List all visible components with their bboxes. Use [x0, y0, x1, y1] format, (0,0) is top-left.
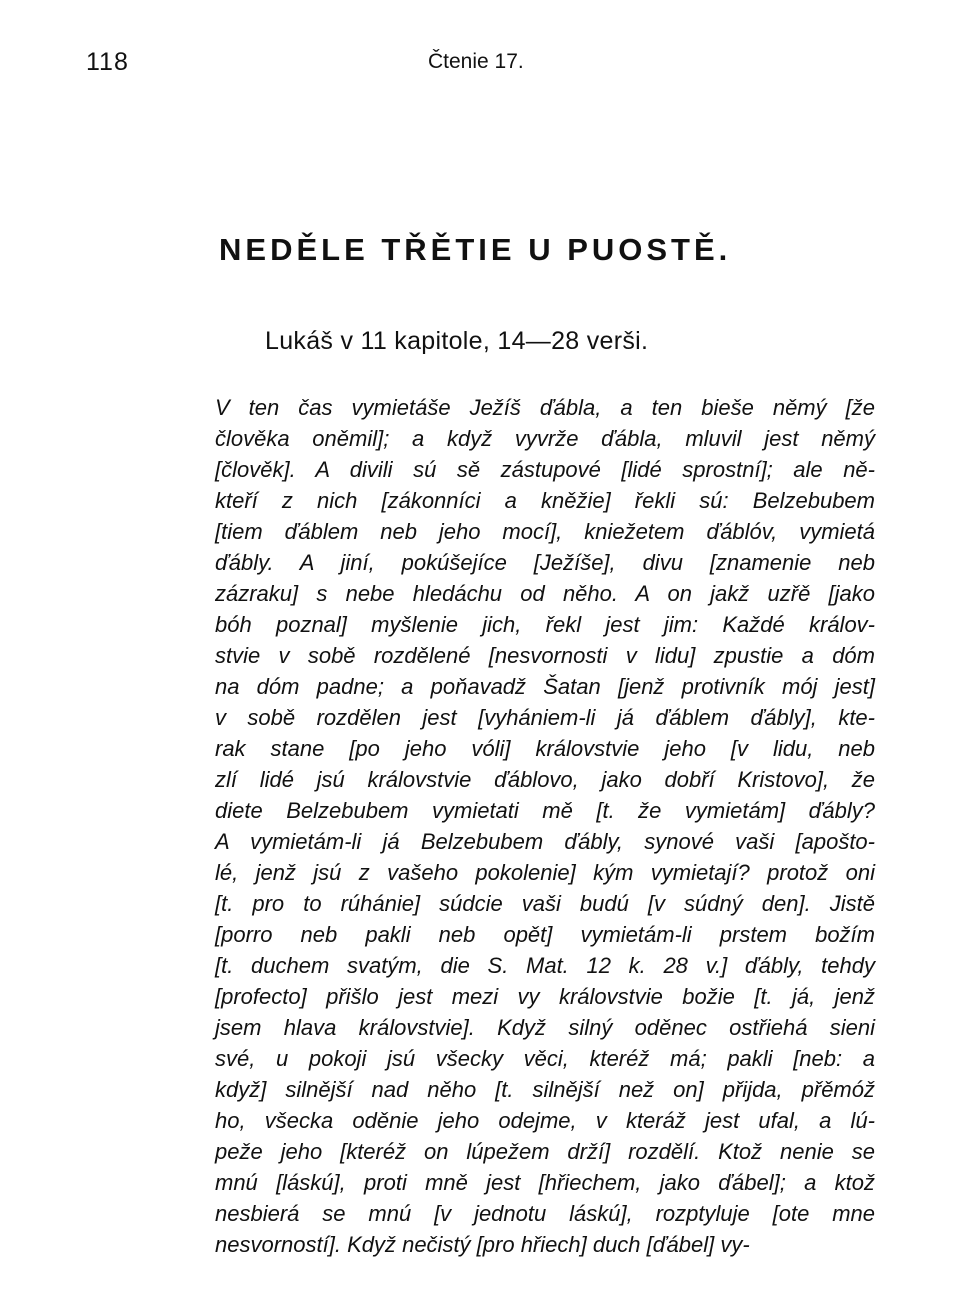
text-line: své, u pokoji jsú všecky věci, kteréž má; pakli [neb: a: [215, 1046, 875, 1071]
text-line: lé, jenž jsú z vašeho pokolenie] kým vymietají? protož oni: [215, 860, 875, 885]
text-line: [profecto] přišlo jest mezi vy královstvie božie [t. já, jenž: [215, 984, 875, 1009]
text-line: kteří z nich [zákonníci a kněžie] řekli sú: Belzebubem: [215, 488, 875, 513]
text-line: člověka oněmil]; a když vyvrže ďábla, mluvil jest němý: [215, 426, 875, 451]
text-line: rak stane [po jeho vóli] královstvie jeho [v lidu, neb: [215, 736, 875, 761]
text-line: peže jeho [kteréž on lúpežem drží] rozdělí. Ktož nenie se: [215, 1139, 875, 1164]
text-line: ďábly. A jiní, pokúšejíce [Ježíše], divu [znamenie neb: [215, 550, 875, 575]
text-line: V ten čas vymietáše Ježíš ďábla, a ten bieše němý [že: [215, 395, 875, 420]
text-line: mnú [láskú], proti mně jest [hřiechem, jako ďábel]; a ktož: [215, 1170, 875, 1195]
text-line: v sobě rozdělen jest [vyhániem-li já ďáblem ďábly], kte-: [215, 705, 875, 730]
text-line: nesvorností]. Když nečistý [pro hřiech] duch [ďábel] vy-: [215, 1232, 750, 1257]
text-line: zlí lidé jsú královstvie ďáblovo, jako dobří Kristovo], že: [215, 767, 875, 792]
text-line: [t. duchem svatým, die S. Mat. 12 k. 28 v.] ďábly, tehdy: [215, 953, 875, 978]
text-line: [tiem ďáblem neb jeho mocí], kniežetem ďáblóv, vymietá: [215, 519, 875, 544]
text-line: když] silnější nad něho [t. silnější než on] přijda, přěmóž: [215, 1077, 875, 1102]
chapter-title: NEDĚLE TŘĚTIE U PUOSTĚ.: [219, 232, 732, 267]
text-line: ho, všecka oděnie jeho odejme, v kteráž jest ufal, a lú-: [215, 1108, 875, 1133]
text-line: jsem hlava královstvie]. Když silný oděnec ostřiehá sieni: [215, 1015, 875, 1040]
text-line: [člověk]. A divili sú sě zástupové [lidé sprostní]; ale ně-: [215, 457, 875, 482]
text-line: stvie v sobě rozdělené [nesvornosti v lidu] zpustie a dóm: [215, 643, 875, 668]
running-header: Čtenie 17.: [428, 50, 524, 73]
text-line: zázraku] s nebe hledáchu od něho. A on jakž uzřě [jako: [215, 581, 875, 606]
text-line: A vymietám-li já Belzebubem ďábly, synové vaši [apošto-: [215, 829, 875, 854]
text-line: [porro neb pakli neb opět] vymietám-li prstem božím: [215, 922, 875, 947]
scripture-reference: Lukáš v 11 kapitole, 14—28 verši.: [265, 327, 649, 355]
body-text: [215, 392, 875, 1260]
page-number: 118: [86, 48, 129, 76]
text-line: nesbierá se mnú [v jednotu láskú], rozptyluje [ote mne: [215, 1201, 875, 1226]
text-line: bóh poznal] myšlenie jich, řekl jest jim: Každé králov-: [215, 612, 875, 637]
text-line: na dóm padne; a poňavadž Šatan [jenž protivník mój jest]: [215, 674, 875, 699]
text-line: [t. pro to rúhánie] súdcie vaši budú [v súdný den]. Jistě: [215, 891, 875, 916]
text-line: diete Belzebubem vymietati mě [t. že vymietám] ďábly?: [215, 798, 875, 823]
